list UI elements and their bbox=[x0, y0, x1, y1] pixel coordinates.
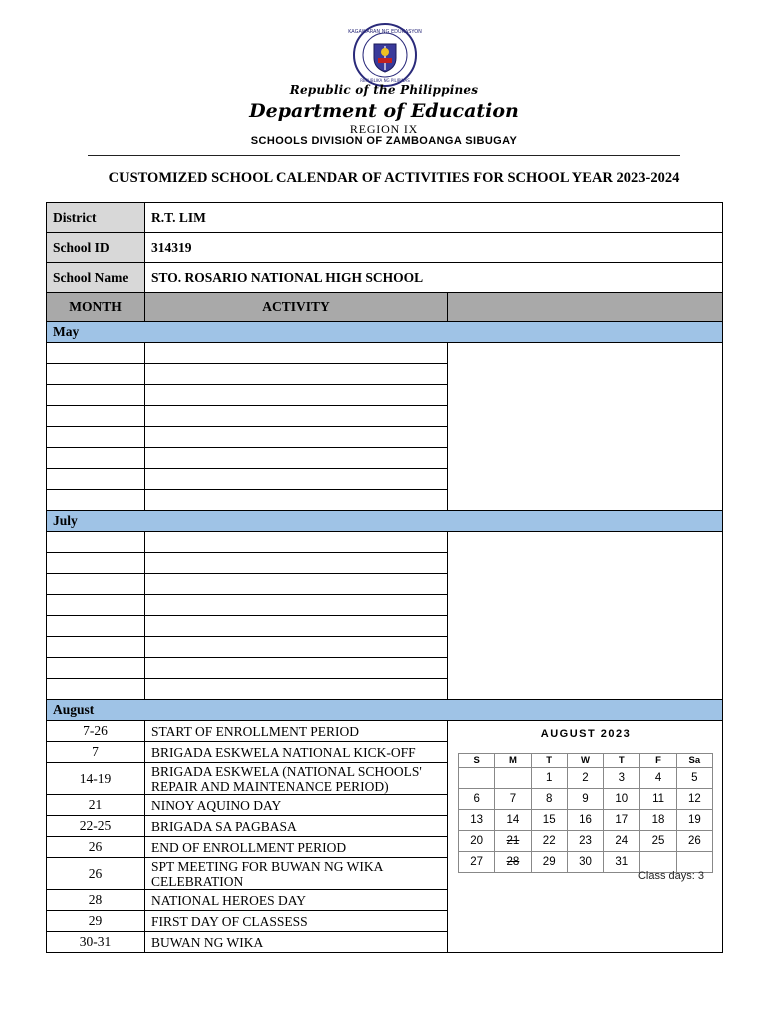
day-cell: 9 bbox=[567, 789, 603, 810]
date-cell: 22-25 bbox=[47, 816, 145, 837]
activity-cell bbox=[145, 595, 448, 616]
day-cell: 4 bbox=[640, 768, 676, 789]
month-row-august bbox=[47, 700, 723, 721]
month-cell bbox=[47, 406, 145, 427]
day-cell: 30 bbox=[567, 852, 603, 873]
weekday-label: T bbox=[531, 754, 567, 768]
date-cell: 29 bbox=[47, 911, 145, 932]
day-cell-struck: 21 bbox=[495, 831, 531, 852]
district-label: District bbox=[47, 203, 145, 233]
activity-cell bbox=[145, 553, 448, 574]
seal-bottom-text: REPUBLIKA NG PILIPINAS bbox=[360, 78, 410, 83]
day-cell: 25 bbox=[640, 831, 676, 852]
district-row bbox=[47, 203, 723, 233]
activity-cell bbox=[145, 364, 448, 385]
month-cell bbox=[47, 616, 145, 637]
month-cell bbox=[47, 637, 145, 658]
activity-cell: SPT MEETING FOR BUWAN NG WIKA CELEBRATION bbox=[145, 858, 448, 890]
month-row-july bbox=[47, 511, 723, 532]
month-cell bbox=[47, 469, 145, 490]
month-cell bbox=[47, 448, 145, 469]
day-cell: 10 bbox=[604, 789, 640, 810]
school-name-label: School Name bbox=[47, 263, 145, 293]
date-cell: 14-19 bbox=[47, 763, 145, 795]
date-cell: 30-31 bbox=[47, 932, 145, 953]
date-cell: 7 bbox=[47, 742, 145, 763]
month-cell bbox=[47, 595, 145, 616]
date-cell: 7-26 bbox=[47, 721, 145, 742]
day-cell: 6 bbox=[459, 789, 495, 810]
week-row bbox=[459, 810, 713, 831]
day-cell: 1 bbox=[531, 768, 567, 789]
activity-cell: START OF ENROLLMENT PERIOD bbox=[145, 721, 448, 742]
blank-column-header bbox=[448, 293, 723, 322]
date-cell: 21 bbox=[47, 795, 145, 816]
month-cell bbox=[47, 364, 145, 385]
day-cell: 17 bbox=[604, 810, 640, 831]
weekday-label: T bbox=[604, 754, 640, 768]
weekday-label: S bbox=[459, 754, 495, 768]
activity-cell bbox=[145, 658, 448, 679]
day-cell: 19 bbox=[676, 810, 712, 831]
day-cell: 26 bbox=[676, 831, 712, 852]
activity-cell bbox=[145, 637, 448, 658]
activity-cell bbox=[145, 448, 448, 469]
division-line: SCHOOLS DIVISION OF ZAMBOANGA SIBUGAY bbox=[250, 135, 518, 147]
region-line: REGION IX bbox=[349, 122, 419, 136]
deped-seal bbox=[348, 22, 422, 88]
document-title: CUSTOMIZED SCHOOL CALENDAR OF ACTIVITIES FOR SCHOOL YEAR 2023-2024 bbox=[108, 170, 680, 186]
day-cell: 11 bbox=[640, 789, 676, 810]
month-label-july: July bbox=[47, 511, 723, 532]
school-id-row bbox=[47, 233, 723, 263]
column-header-row bbox=[47, 293, 723, 322]
month-cell bbox=[47, 679, 145, 700]
month-cell bbox=[47, 553, 145, 574]
activity-column-header: ACTIVITY bbox=[145, 293, 448, 322]
activity-cell bbox=[145, 385, 448, 406]
date-cell: 26 bbox=[47, 858, 145, 890]
weekday-label: F bbox=[640, 754, 676, 768]
month-cell bbox=[47, 532, 145, 553]
july-side-cell bbox=[448, 532, 723, 700]
day-cell bbox=[459, 768, 495, 789]
activity-cell: END OF ENROLLMENT PERIOD bbox=[145, 837, 448, 858]
august-calendar-title: AUGUST 2023 bbox=[540, 728, 632, 740]
day-cell-struck: 28 bbox=[495, 852, 531, 873]
month-cell bbox=[47, 490, 145, 511]
activity-cell: FIRST DAY OF CLASSESS bbox=[145, 911, 448, 932]
may-side-cell bbox=[448, 343, 723, 511]
school-id-value: 314319 bbox=[145, 233, 723, 263]
activity-cell: BUWAN NG WIKA bbox=[145, 932, 448, 953]
day-cell: 29 bbox=[531, 852, 567, 873]
weekday-label: W bbox=[567, 754, 603, 768]
day-cell: 3 bbox=[604, 768, 640, 789]
day-cell: 14 bbox=[495, 810, 531, 831]
day-cell: 18 bbox=[640, 810, 676, 831]
activity-cell bbox=[145, 406, 448, 427]
day-cell: 20 bbox=[459, 831, 495, 852]
activity-cell bbox=[145, 574, 448, 595]
day-cell: 27 bbox=[459, 852, 495, 873]
month-cell bbox=[47, 343, 145, 364]
day-cell: 5 bbox=[676, 768, 712, 789]
activity-cell bbox=[145, 427, 448, 448]
month-row-may bbox=[47, 322, 723, 343]
class-days-note: Class days: 3 bbox=[637, 870, 704, 882]
weekday-label: M bbox=[495, 754, 531, 768]
activity-cell: BRIGADA ESKWELA (NATIONAL SCHOOLS' REPAIR AND MAINTENANCE PERIOD) bbox=[145, 763, 448, 795]
table-row bbox=[47, 343, 723, 364]
activity-cell bbox=[145, 490, 448, 511]
month-label-may: May bbox=[47, 322, 723, 343]
day-cell: 31 bbox=[604, 852, 640, 873]
weekday-label: Sa bbox=[676, 754, 712, 768]
activity-cell: NINOY AQUINO DAY bbox=[145, 795, 448, 816]
weekday-header-row bbox=[459, 754, 713, 768]
activity-cell bbox=[145, 469, 448, 490]
date-cell: 26 bbox=[47, 837, 145, 858]
day-cell: 23 bbox=[567, 831, 603, 852]
day-cell: 15 bbox=[531, 810, 567, 831]
activity-cell bbox=[145, 343, 448, 364]
month-cell bbox=[47, 427, 145, 448]
day-cell bbox=[495, 768, 531, 789]
august-calendar-grid bbox=[458, 753, 713, 873]
activity-cell: BRIGADA SA PAGBASA bbox=[145, 816, 448, 837]
week-row bbox=[459, 831, 713, 852]
month-label-august: August bbox=[47, 700, 723, 721]
seal-top-text: KAGAWARAN NG EDUKASYON bbox=[348, 29, 422, 35]
department-title: Department of Education bbox=[249, 100, 519, 122]
activity-cell bbox=[145, 616, 448, 637]
activity-cell bbox=[145, 532, 448, 553]
day-cell: 22 bbox=[531, 831, 567, 852]
month-cell bbox=[47, 574, 145, 595]
school-id-label: School ID bbox=[47, 233, 145, 263]
date-cell: 28 bbox=[47, 890, 145, 911]
district-value: R.T. LIM bbox=[145, 203, 723, 233]
activity-cell bbox=[145, 679, 448, 700]
table-row bbox=[47, 532, 723, 553]
week-row bbox=[459, 789, 713, 810]
header-divider bbox=[88, 155, 680, 156]
day-cell: 7 bbox=[495, 789, 531, 810]
day-cell: 8 bbox=[531, 789, 567, 810]
day-cell: 13 bbox=[459, 810, 495, 831]
month-cell bbox=[47, 658, 145, 679]
week-row bbox=[459, 768, 713, 789]
school-name-value: STO. ROSARIO NATIONAL HIGH SCHOOL bbox=[145, 263, 723, 293]
month-cell bbox=[47, 385, 145, 406]
republic-line: Republic of the Philippines bbox=[289, 83, 479, 97]
school-name-row bbox=[47, 263, 723, 293]
month-column-header: MONTH bbox=[47, 293, 145, 322]
activity-cell: NATIONAL HEROES DAY bbox=[145, 890, 448, 911]
august-mini-calendar bbox=[458, 728, 714, 882]
day-cell: 12 bbox=[676, 789, 712, 810]
day-cell: 2 bbox=[567, 768, 603, 789]
day-cell: 24 bbox=[604, 831, 640, 852]
activity-cell: BRIGADA ESKWELA NATIONAL KICK-OFF bbox=[145, 742, 448, 763]
day-cell: 16 bbox=[567, 810, 603, 831]
